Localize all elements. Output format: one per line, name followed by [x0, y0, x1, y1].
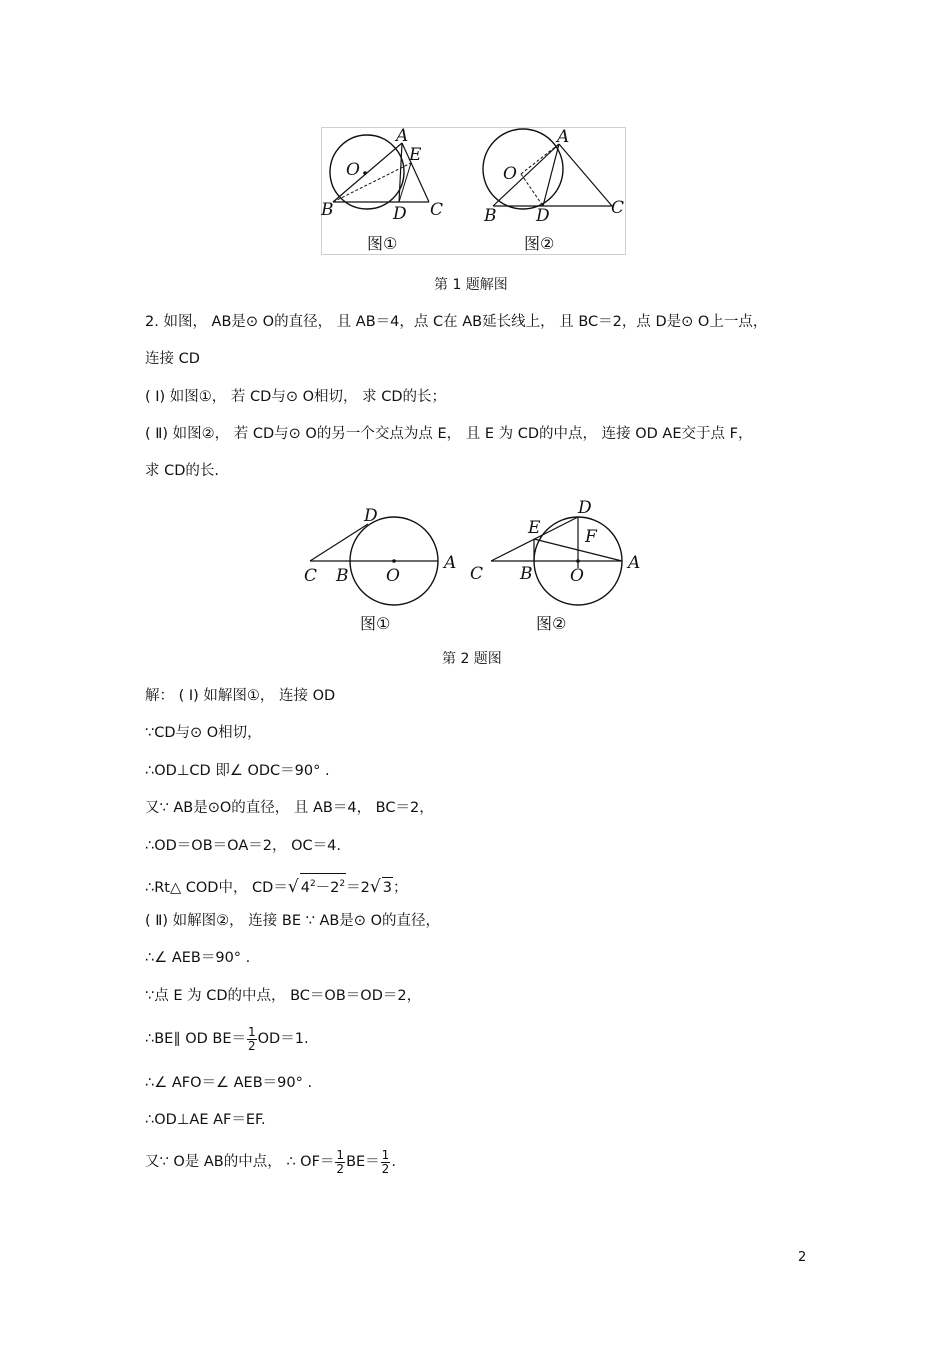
- sqrt-expression: $4^2-2^2$: [300, 873, 346, 898]
- fig2-left-label-d: D: [364, 506, 378, 526]
- figure-2-right: [470, 498, 640, 633]
- problem-part-2a: ( Ⅱ) 如图②， 若 CD与⊙ O的另一个交点为点 E， 且 E 为 CD的中点， 连接 OD AE交于点 F，: [145, 426, 753, 442]
- solution-line-6: ∴Rt△ COD中， CD＝√ $4^2-2^2=2√$ 3；: [145, 873, 407, 898]
- fig1-left-label-a: A: [396, 127, 409, 146]
- solution-line-2: ∵CD与⊙ O相切，: [145, 725, 262, 741]
- fraction: $\frac{1}{2}$: [248, 1024, 256, 1053]
- fig1-left-label-b: B: [321, 200, 334, 220]
- figure-1-left: [321, 127, 443, 253]
- problem-part-1: ( Ⅰ) 如图①， 若 CD与⊙ O相切， 求 CD的长；: [145, 389, 446, 405]
- figure-1: [321, 127, 626, 255]
- fig2-right-label-o: O: [570, 566, 584, 586]
- fig1-right-label-d: D: [536, 206, 550, 226]
- figure-1-right: [483, 127, 624, 253]
- figure-1-caption: 第 1 题解图: [434, 277, 508, 293]
- fig1-right-caption: 图②: [524, 234, 555, 253]
- fig2-right-label-d: D: [578, 498, 592, 518]
- solution-line-4: 又∵ AB是⊙O的直径， 且 AB＝4， BC＝2，: [145, 800, 434, 816]
- fig1-right-label-b: B: [484, 206, 497, 226]
- fig1-left-label-e: E: [409, 145, 422, 165]
- solution-line-8: ∴∠ AEB＝90° .: [145, 950, 251, 966]
- fig2-left-label-a: A: [444, 553, 457, 573]
- fig1-left-label-d: D: [393, 204, 407, 224]
- figure-2: [298, 498, 650, 638]
- fig2-left-label-b: B: [336, 566, 349, 586]
- fig2-right-label-c: C: [470, 564, 484, 584]
- solution-line-1: 解： ( Ⅰ) 如解图①， 连接 OD: [145, 688, 336, 704]
- solution-line-10: ∴BE∥ OD BE＝ $\frac{1}{2}$ OD＝1.: [145, 1024, 309, 1053]
- fraction: $\frac{1}{2}$: [381, 1147, 390, 1176]
- fig2-right-label-b: B: [520, 564, 533, 584]
- problem-line-2: 连接 CD: [145, 351, 200, 367]
- problem-line-1: 2. 如图， AB是⊙ O的直径， 且 AB＝4，点 C在 AB延长线上， 且 BC＝2，点 D是⊙ O上一点，: [145, 314, 768, 330]
- fraction: $\frac{1}{2}$: [336, 1147, 345, 1176]
- solution-line-13: 又∵ O是 AB的中点， ∴ OF＝ $\frac{1}{2}$ BE＝ $\frac{1}{2}$ .: [145, 1147, 396, 1176]
- solution-line-12: ∴OD⊥AE AF＝EF.: [145, 1112, 266, 1128]
- page-number: 2: [798, 1250, 807, 1265]
- fig1-right-label-o: O: [503, 164, 517, 184]
- fig2-right-label-e: E: [528, 518, 541, 538]
- fig1-right-label-c: C: [611, 198, 625, 218]
- solution-line-11: ∴∠ AFO＝∠ AEB＝90° .: [145, 1075, 313, 1091]
- problem-part-2b: 求 CD的长.: [145, 463, 220, 479]
- fig2-right-label-a: A: [628, 553, 641, 573]
- fig1-left-label-c: C: [430, 200, 444, 220]
- fig2-right-label-f: F: [585, 527, 597, 547]
- fig1-right-label-a: A: [557, 127, 570, 147]
- fig1-left-label-o: O: [346, 160, 360, 180]
- solution-line-5: ∴OD＝OB＝OA＝2， OC＝4.: [145, 838, 341, 854]
- fig2-left-label-o: O: [386, 566, 400, 586]
- fig1-left-caption: 图①: [367, 234, 398, 253]
- solution-line-3: ∴OD⊥CD 即∠ ODC＝90° .: [145, 763, 330, 779]
- figure-2-caption: 第 2 题图: [442, 651, 502, 667]
- solution-line-9: ∵点 E 为 CD的中点， BC＝OB＝OD＝2，: [145, 988, 422, 1004]
- fig2-right-caption: 图②: [536, 614, 567, 633]
- fig2-left-caption: 图①: [360, 614, 391, 633]
- figure-2-left: [304, 506, 456, 633]
- solution-line-7: ( Ⅱ) 如解图②， 连接 BE ∵ AB是⊙ O的直径，: [145, 913, 440, 929]
- fig2-left-label-c: C: [304, 566, 318, 586]
